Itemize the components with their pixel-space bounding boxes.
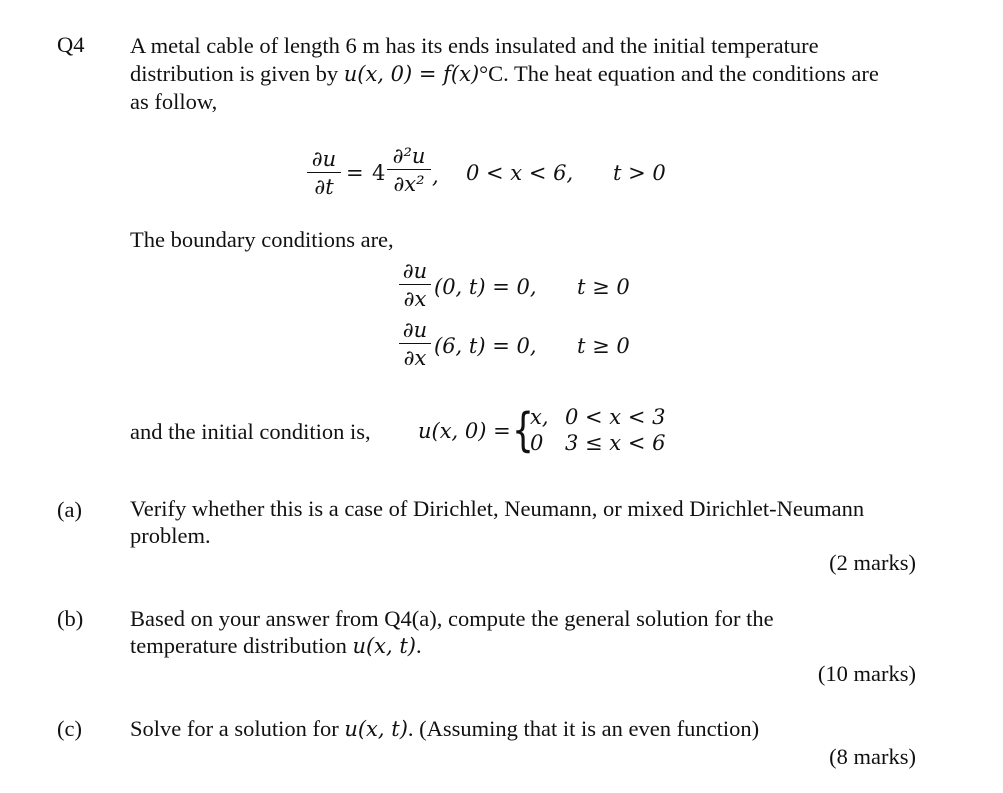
part-b-math: u(x, t): [352, 634, 416, 658]
heat-eq-lhs-numerator: ∂u: [311, 147, 337, 171]
part-b-line-2: [130, 632, 916, 660]
part-c-text: [130, 716, 759, 742]
bc2-denominator: ∂x: [403, 346, 427, 370]
heat-eq-spatial-domain: 0 < x < 6,: [466, 161, 574, 185]
heat-eq-lhs-denominator: ∂t: [314, 175, 334, 199]
heat-eq-time-domain: t > 0: [613, 161, 666, 185]
initial-lhs: u(x, 0) =: [418, 419, 511, 443]
heat-eq-rhs-denominator: ∂x²: [393, 172, 425, 196]
piecewise-brace: {: [512, 403, 534, 457]
heat-eq-comma: ,: [432, 164, 439, 188]
part-b-label: (b): [57, 606, 84, 631]
fraction-bar: [399, 284, 431, 285]
part-c-text-post: . (Assuming that it is an even function): [407, 716, 760, 741]
part-b-marks: (10 marks): [817, 661, 916, 686]
initial-case-1-range: 0 < x < 3: [565, 405, 666, 429]
bc1-numerator: ∂u: [402, 259, 428, 283]
initial-case-2-range: 3 ≤ x < 6: [565, 431, 666, 455]
heat-eq-equals: =: [346, 161, 364, 185]
heat-eq-rhs-numerator: ∂²u: [392, 144, 426, 168]
intro-line-2-text: distribution is given by: [130, 61, 344, 86]
fraction-bar: [399, 343, 431, 344]
bc1-fraction: [399, 259, 431, 311]
initial-case-2-value: 0: [530, 431, 544, 455]
question-intro: [130, 32, 916, 116]
heat-eq-rhs-fraction: [387, 144, 431, 196]
question-number: Q4: [57, 32, 85, 57]
initial-function-expression: u(x, 0) = f(x): [343, 62, 480, 86]
initial-intro: and the initial condition is,: [130, 419, 371, 444]
intro-line-1: A metal cable of length 6 m has its ends insulated and the initial temperature: [130, 33, 819, 58]
part-a-marks: (2 marks): [829, 550, 916, 575]
part-c-math: u(x, t): [344, 717, 408, 741]
bc1-condition: t ≥ 0: [577, 275, 630, 299]
part-a-line-1: Verify whether this is a case of Dirichlet, Neumann, or mixed Dirichlet-Neumann: [130, 496, 865, 521]
intro-line-2: [130, 60, 916, 88]
part-a-text: [130, 495, 916, 549]
initial-case-1-value: x,: [530, 405, 549, 429]
bc2-condition: t ≥ 0: [577, 334, 630, 358]
heat-eq-coefficient: 4: [372, 161, 386, 185]
boundary-intro: The boundary conditions are,: [130, 227, 394, 252]
part-b-line-2-text: temperature distribution: [130, 633, 353, 658]
bc2-expression: (6, t) = 0,: [434, 334, 537, 358]
part-a-line-2: problem.: [130, 523, 211, 548]
fraction-bar: [387, 169, 431, 170]
part-a-label: (a): [57, 497, 82, 522]
fraction-bar: [307, 172, 341, 173]
part-c-marks: (8 marks): [829, 744, 916, 769]
intro-line-2-tail: °C. The heat equation and the conditions are: [479, 61, 879, 86]
part-b-text: [130, 605, 916, 660]
bc1-denominator: ∂x: [403, 287, 427, 311]
intro-line-3: as follow,: [130, 89, 218, 114]
part-c-text-pre: Solve for a solution for: [130, 716, 345, 741]
bc2-numerator: ∂u: [402, 318, 428, 342]
part-c-label: (c): [57, 716, 82, 741]
bc1-expression: (0, t) = 0,: [434, 275, 537, 299]
part-b-line-2-tail: .: [416, 633, 422, 658]
part-b-line-1: Based on your answer from Q4(a), compute the general solution for the: [130, 606, 774, 631]
bc2-fraction: [399, 318, 431, 370]
heat-eq-lhs-fraction: [307, 147, 341, 199]
